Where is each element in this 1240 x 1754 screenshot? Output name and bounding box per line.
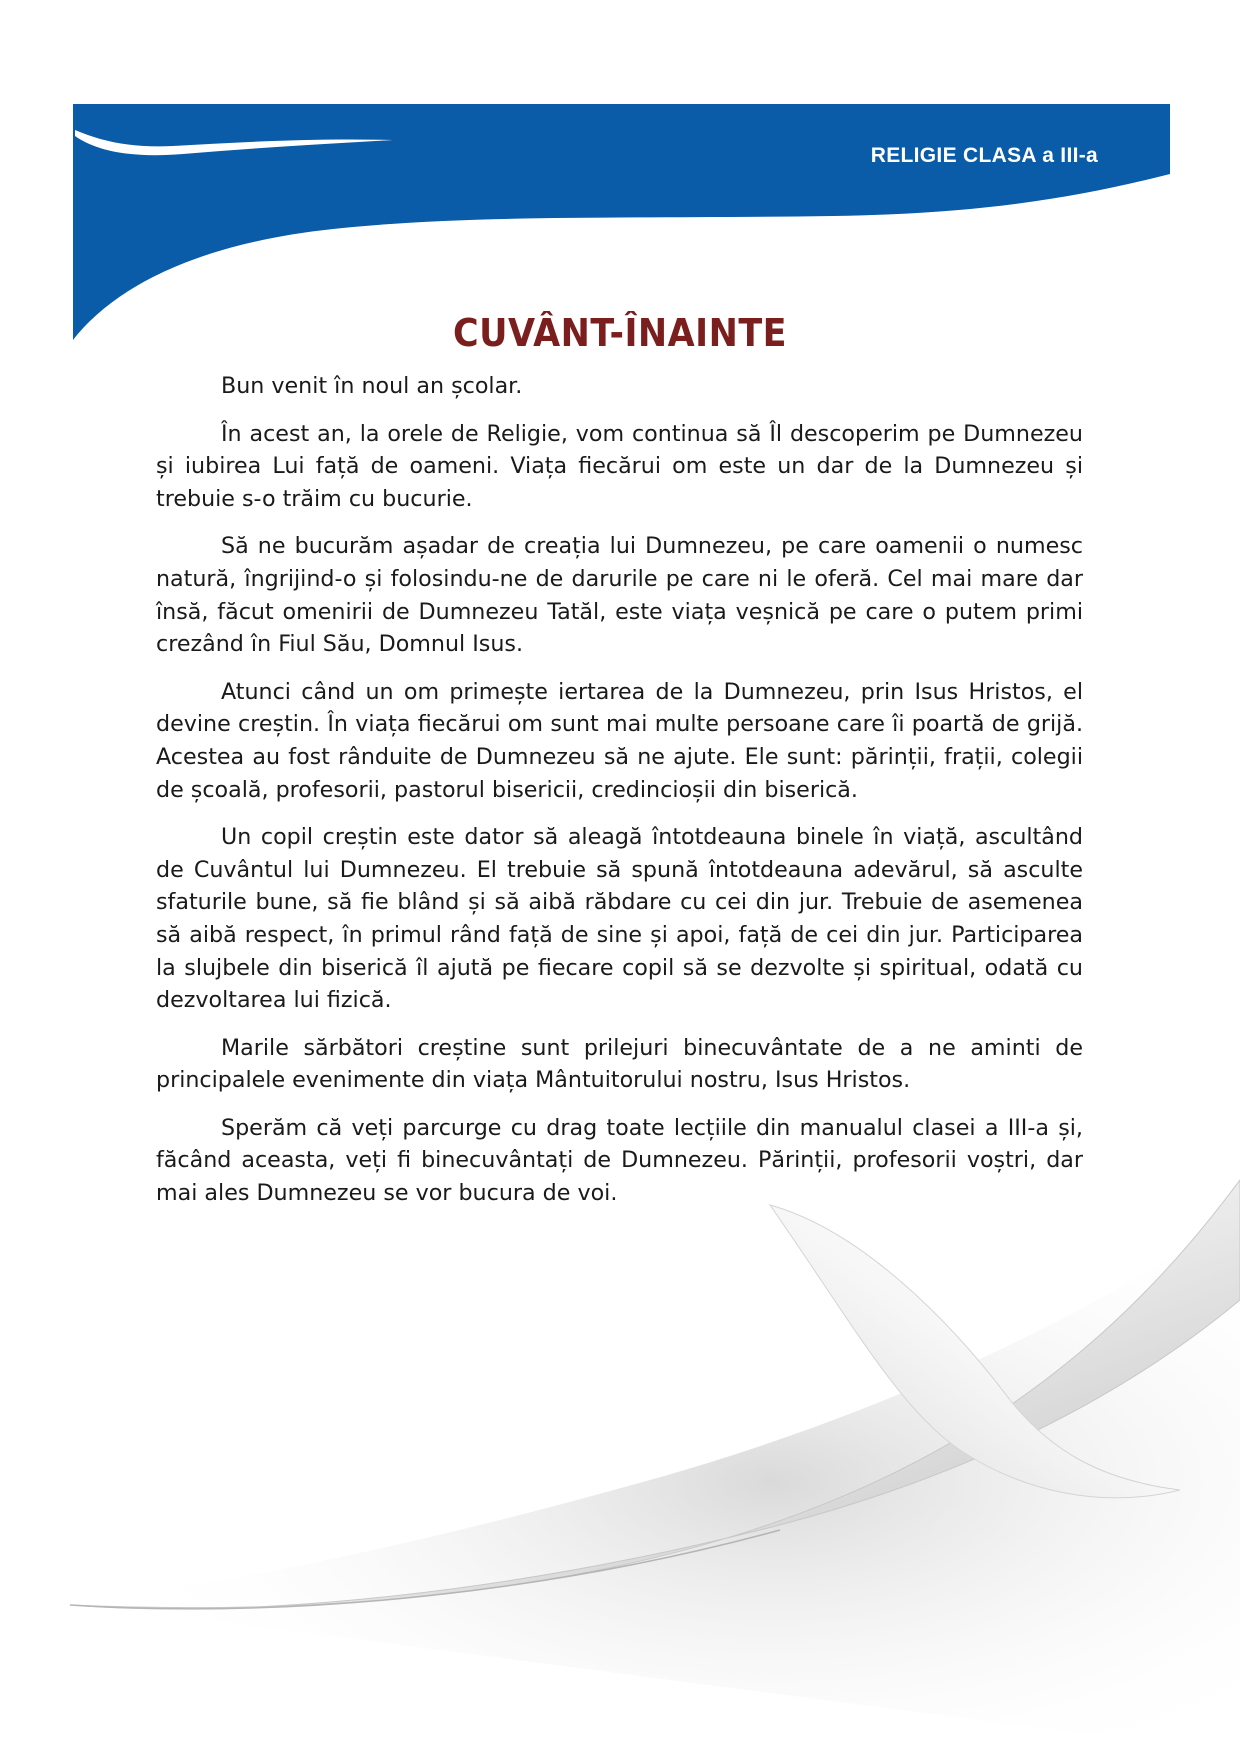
body-text xyxy=(156,370,1083,1225)
paragraph: În acest an, la orele de Religie, vom continua să Îl descoperim pe Dumnezeu și iubirea Lui față de oameni. Viața fiecărui om este un dar de la Dumnezeu și trebuie s-o trăim cu bucurie. xyxy=(156,420,1083,512)
paragraph: Bun venit în noul an școlar. xyxy=(221,373,523,399)
page-title: CUVÂNT-ÎNAINTE xyxy=(452,311,788,355)
paragraph: Sperăm că veți parcurge cu drag toate lecțiile din manualul clasei a III-a și, făcând aceasta, veți fi binecuvântați de Dumnezeu. Părinții, profesorii voștri, dar mai ales Dumnezeu se vor bucura de voi. xyxy=(156,1114,1083,1207)
paragraph: Să ne bucurăm așadar de creația lui Dumnezeu, pe care oamenii o numesc natură, îngrijind-o și folosindu-ne de darurile pe care ni le oferă. Cel mai mare dar însă, făcut omenirii de Dumnezeu Tatăl, este viața veșnică pe care o putem primi crezând în Fiul Său, Domnul Isus. xyxy=(156,533,1083,658)
paragraph: Atunci când un om primește iertarea de la Dumnezeu, prin Isus Hristos, el devine creștin. În viața fiecărui om sunt mai multe persoane care îi poartă de grijă. Acestea au fost rânduite de Dumnezeu să ne ajute. Ele sunt: părinții, frații, colegii de școală, profesorii, pastorul bisericii, credincioșii din biserică. xyxy=(156,678,1083,803)
page-curl-illustration xyxy=(0,1150,1240,1754)
paragraph: Un copil creștin este dator să aleagă întotdeauna binele în viață, ascultând de Cuvântul lui Dumnezeu. El trebuie să spună întotdeauna adevărul, să asculte sfaturile bune, să fie blând și să aibă răbdare cu cei din jur. Trebuie de asemenea să aibă respect, în primul rând față de sine și apoi, față de cei din jur. Participarea la slujbele din biserică îl ajută pe fiecare copil să se dezvolte și spiritual, odată cu dezvoltarea lui fizică. xyxy=(156,824,1083,1014)
paragraph: Marile sărbători creștine sunt prilejuri binecuvântate de a ne aminti de principalele evenimente din viața Mântuitorului nostru, Isus Hristos. xyxy=(156,1034,1083,1094)
header-title: RELIGIE CLASA a III-a xyxy=(870,144,1098,167)
